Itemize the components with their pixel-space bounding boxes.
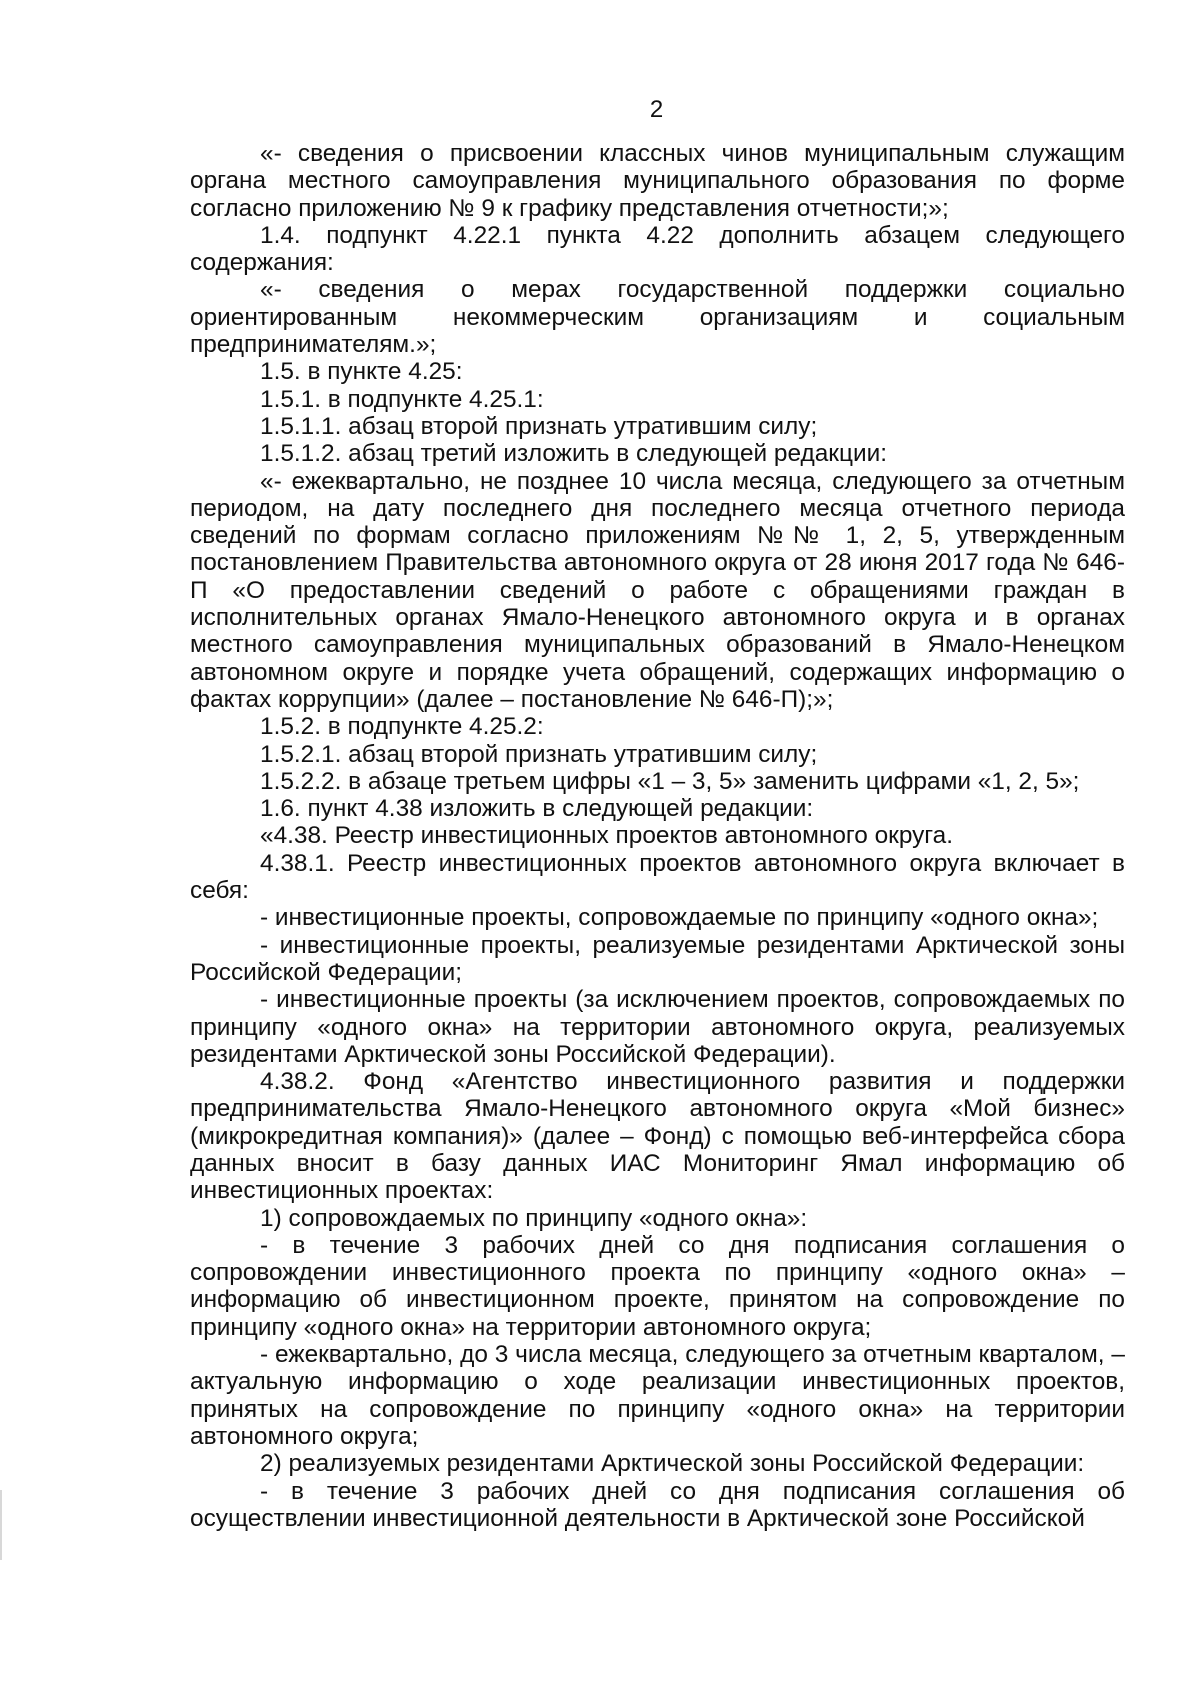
paragraph-17: - инвестиционные проекты (за исключением проектов, сопровождаемых по принципу «одного окна» на территории автономного округа, реализуемых резидентами Арктической зоны Российской Федерации). <box>190 986 1125 1068</box>
paragraph-18: 4.38.2. Фонд «Агентство инвестиционного развития и поддержки предпринимательства Ямало-Ненецкого автономного округа «Мой бизнес» (микрокредитная компания)» (далее – Фонд) с помощью веб-интерфейса сбора данных вносит в базу данных ИАС Мониторинг Ямал информацию об инвестиционных проектах: <box>190 1068 1125 1205</box>
paragraph-16: - инвестиционные проекты, реализуемые резидентами Арктической зоны Российской Федерации; <box>190 931 1125 986</box>
paragraph-20: - в течение 3 рабочих дней со дня подписания соглашения о сопровождении инвестиционного проекта по принципу «одного окна» – информацию об инвестиционном проекте, принятом на сопровождение по принципу «одного окна» на территории автономного округа; <box>190 1231 1125 1341</box>
paragraph-1: «- сведения о присвоении классных чинов муниципальным служащим органа местного самоуправления муниципального образования по форме согласно приложению № 9 к графику представления отчетности;»; <box>190 140 1125 222</box>
paragraph-10: 1.5.2.1. абзац второй признать утратившим силу; <box>260 740 818 768</box>
paragraph-14: 4.38.1. Реестр инвестиционных проектов автономного округа включает в себя: <box>190 849 1125 905</box>
paragraph-6: 1.5.1.1. абзац второй признать утратившим силу; <box>260 412 818 440</box>
paragraph-19: 1) сопровождаемых по принципу «одного окна»: <box>260 1204 808 1232</box>
document-body <box>190 140 1125 1532</box>
paragraph-9: 1.5.2. в подпункте 4.25.2: <box>260 713 544 741</box>
paragraph-5: 1.5.1. в подпункте 4.25.1: <box>260 385 544 413</box>
paragraph-4: 1.5. в пункте 4.25: <box>260 358 463 386</box>
scan-edge-mark <box>0 1490 2 1560</box>
paragraph-8: «- ежеквартально, не позднее 10 числа месяца, следующего за отчетным периодом, на дату последнего дня последнего месяца отчетного периода сведений по формам согласно приложениям №№ 1, 2, 5, утвержденным постановлением Правительства автономного округа от 28 июня 2017 года № 646-П «О предоставлении сведений о работе с обращениями граждан в исполнительных органах Ямало-Ненецкого автономного округа и в органах местного самоуправления муниципальных образований в Ямало-Ненецком автономном округе и порядке учета обращений, содержащих информацию о фактах коррупции» (далее – постановление № 646-П);»; <box>190 467 1125 713</box>
page-number: 2 <box>649 96 664 123</box>
paragraph-13: «4.38. Реестр инвестиционных проектов автономного округа. <box>260 822 954 850</box>
paragraph-7: 1.5.1.2. абзац третий изложить в следующей редакции: <box>260 440 887 468</box>
paragraph-2: 1.4. подпункт 4.22.1 пункта 4.22 дополнить абзацем следующего содержания: <box>190 221 1125 277</box>
paragraph-3: «- сведения о мерах государственной поддержки социально ориентированным некоммерческим организациям и социальным предпринимателям.»; <box>190 276 1125 359</box>
paragraph-23: - в течение 3 рабочих дней со дня подписания соглашения об осуществлении инвестиционной деятельности в Арктической зоне Российской <box>190 1477 1125 1532</box>
paragraph-21: - ежеквартально, до 3 числа месяца, следующего за отчетным кварталом, – актуальную информацию о ходе реализации инвестиционных проектов, принятых на сопровождение по принципу «одного окна» на территории автономного округа; <box>190 1341 1125 1450</box>
paragraph-12: 1.6. пункт 4.38 изложить в следующей редакции: <box>260 795 814 823</box>
paragraph-11: 1.5.2.2. в абзаце третьем цифры «1 – 3, 5» заменить цифрами «1, 2, 5»; <box>260 767 1080 795</box>
paragraph-22: 2) реализуемых резидентами Арктической зоны Российской Федерации: <box>260 1450 1085 1478</box>
paragraph-15: - инвестиционные проекты, сопровождаемые по принципу «одного окна»; <box>260 904 1099 932</box>
